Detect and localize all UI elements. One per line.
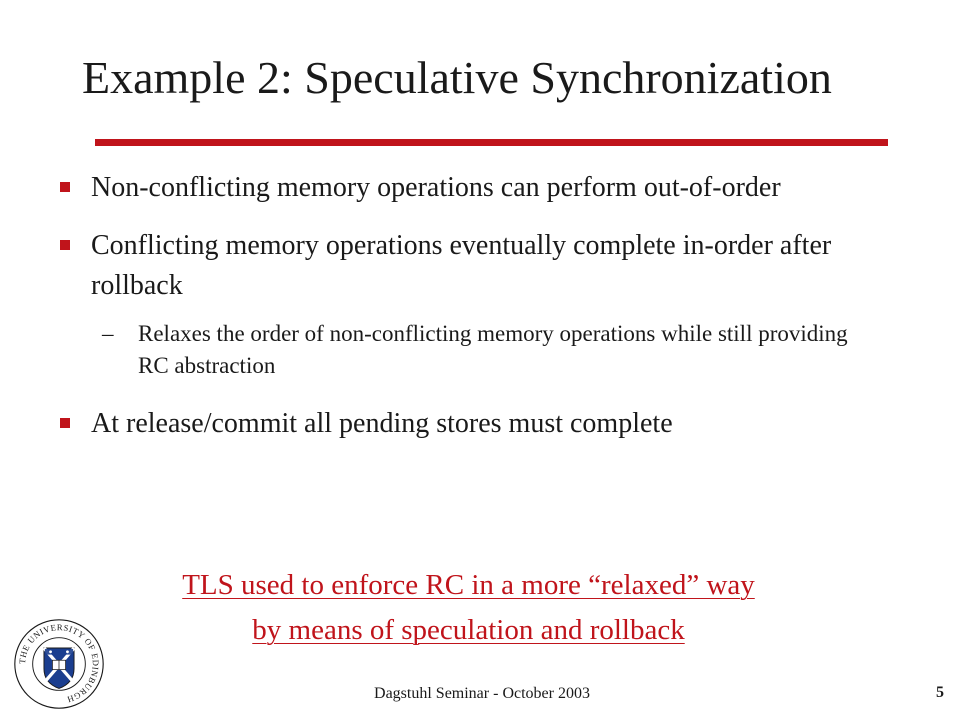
square-bullet-icon [60,240,70,250]
title-underline-rule [95,139,888,146]
bullet-item [60,226,900,306]
footer-text: Dagstuhl Seminar - October 2003 [374,685,590,702]
svg-text:THE UNIVERSITY OF EDINBURGH: THE UNIVERSITY OF EDINBURGH [17,622,101,705]
square-bullet-icon [60,418,70,428]
bullet-text: Conflicting memory operations eventually complete in-order after rollback [91,230,832,301]
page-number: 5 [936,684,944,701]
slide-title: Example 2: Speculative Synchronization [82,52,832,103]
conclusion-statement [0,563,937,653]
bullet-item [60,168,900,208]
conclusion-line-2: by means of speculation and rollback [252,614,685,646]
bullet-item [60,404,900,444]
bullet-text: Non-conflicting memory operations can perform out-of-order [91,172,781,203]
conclusion-line-1: TLS used to enforce RC in a more “relaxed” way [182,569,755,601]
university-crest-logo [12,617,106,711]
square-bullet-icon [60,182,70,192]
bullet-text: At release/commit all pending stores must complete [91,408,673,439]
dash-bullet: – [102,321,114,346]
sub-bullet-text: Relaxes the order of non-conflicting memory operations while still providing RC abstraction [138,321,848,378]
bullet-list [60,168,900,462]
sub-bullet-item [60,318,858,382]
